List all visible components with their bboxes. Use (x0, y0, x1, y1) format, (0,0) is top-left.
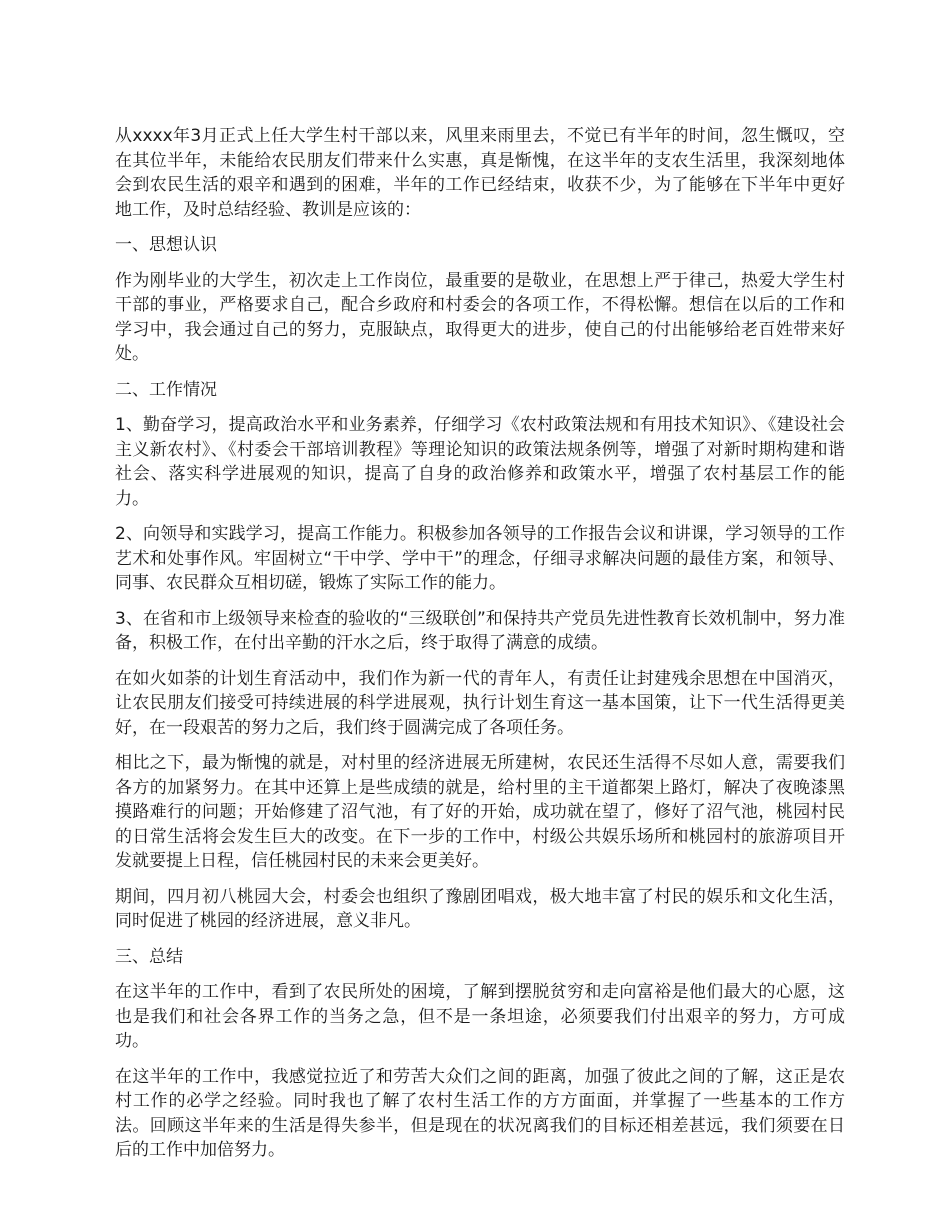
heading-thought: 一、思想认识 (115, 235, 217, 255)
paragraph-intro: 从xxxx年3月正式上任大学生村干部以来，风里来雨里去，不觉已有半年的时间，忽生慨叹，空在其位半年，未能给农民朋友们带来什么实惠，真是惭愧，在这半年的支农生活里，我深刻地体会到农民生活的艰辛和遇到的困难，半年的工作已经结束，收获不少，为了能够在下半年中更好地工作，及时总结经验、教训是应该的： (115, 126, 845, 220)
paragraph-family-planning: 在如火如荼的计划生育活动中，我们作为新一代的青年人，有责任让封建残余思想在中国消灭，让农民朋友们接受可持续进展的科学进展观，执行计划生育这一基本国策，让下一代生活得更美好，在一段艰苦的努力之后，我们终于圆满完成了各项任务。 (115, 668, 845, 738)
document-body (115, 124, 845, 1174)
paragraph-summary-1: 在这半年的工作中，看到了农民所处的困境，了解到摆脱贫穷和走向富裕是他们最大的心愿，这也是我们和社会各界工作的当务之急，但不是一条坦途，必须要我们付出艰辛的努力，方可成功。 (115, 982, 845, 1051)
paragraph-festival: 期间，四月初八桃园大会，村委会也组织了豫剧团唱戏，极大地丰富了村民的娱乐和文化生活，同时促进了桃园的经济进展，意义非凡。 (115, 886, 845, 931)
paragraph-work-2: 2、向领导和实践学习，提高工作能力。积极参加各领导的工作报告会议和讲课，学习领导的工作艺术和处事作风。牢固树立“干中学、学中干”的理念，仔细寻求解决问题的最佳方案，和领导、同事、农民群众互相切磋，锻炼了实际工作的能力。 (115, 524, 845, 593)
heading-work: 二、工作情况 (115, 379, 217, 400)
paragraph-economy: 相比之下，最为惭愧的就是，对村里的经济进展无所建树，农民还生活得不尽如人意，需要我们各方的加紧努力。在其中还算上是些成绩的就是，给村里的主干道都架上路灯，解决了夜晚漆黑摸路难行的问题；开始修建了沼气池，有了好的开始，成功就在望了，修好了沼气池，桃园村民的日常生活将会发生巨大的改变。在下一步的工作中，村级公共娱乐场所和桃园村的旅游项目开发就要提上日程，信任桃园村民的未来会更美好。 (115, 753, 845, 871)
paragraph-work-1: 1、勤奋学习，提高政治水平和业务素养，仔细学习《农村政策法规和有用技术知识》、《建设社会主义新农村》、《村委会干部培训教程》等理论知识的政策法规条例等，增强了对新时期构建和谐社会、落实科学进展观的知识，提高了自身的政治修养和政策水平，增强了农村基层工作的能力。 (115, 415, 845, 509)
paragraph-thought: 作为刚毕业的大学生，初次走上工作岗位，最重要的是敬业，在思想上严于律己，热爱大学生村干部的事业，严格要求自己，配合乡政府和村委会的各项工作，不得松懈。想信在以后的工作和学习中，我会通过自己的努力，克服缺点，取得更大的进步，使自己的付出能够给老百姓带来好处。 (115, 270, 845, 364)
heading-summary: 三、总结 (115, 946, 183, 967)
paragraph-work-3: 3、在省和市上级领导来检查的验收的“三级联创”和保持共产党员先进性教育长效机制中，努力准备，积极工作，在付出辛勤的汗水之后，终于取得了满意的成绩。 (115, 608, 845, 653)
paragraph-summary-2: 在这半年的工作中，我感觉拉近了和劳苦大众们之间的距离，加强了彼此之间的了解，这正是农村工作的必学之经验。同时我也了解了农村生活工作的方方面面，并掌握了一些基本的工作方法。回顾这半年来的生活是得失参半，但是现在的状况离我们的目标还相差甚远，我们须要在日后的工作中加倍努力。 (115, 1066, 845, 1160)
